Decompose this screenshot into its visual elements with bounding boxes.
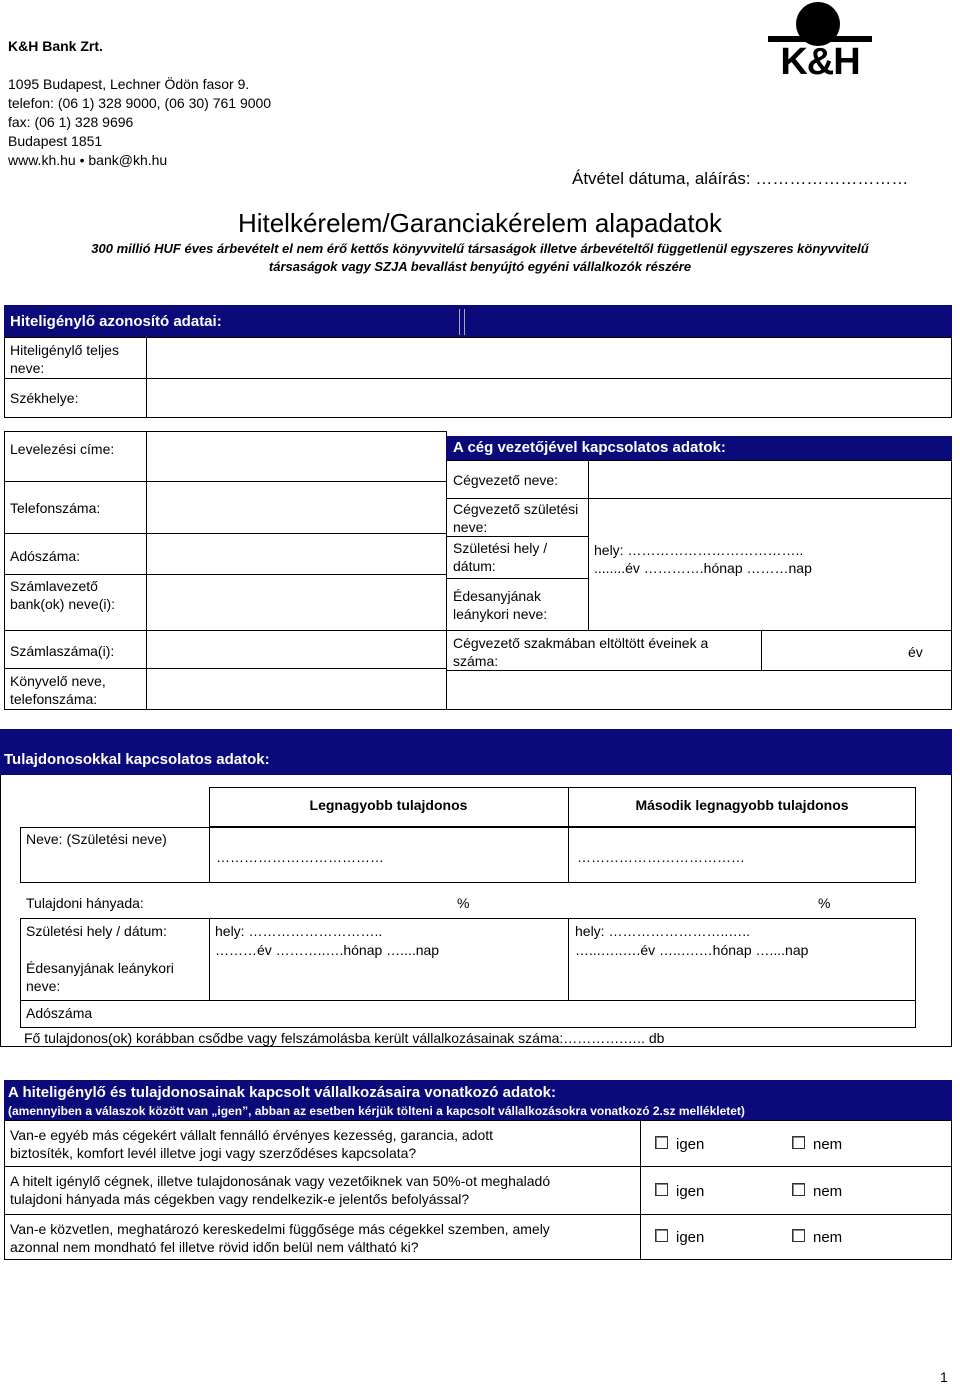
- label-owner-birth: Születési hely / dátum:: [26, 923, 167, 939]
- owners-birth-row-line: [20, 1000, 916, 1001]
- owner2-birth-date: …...…..….év …..….…hónap …....nap: [575, 942, 809, 958]
- related-q2-line1: A hitelt igénylő cégnek, illetve tulajdonosának vagy vezetőiknek van 50%-ot meghaladó: [10, 1173, 551, 1189]
- company-fax: fax: (06 1) 328 9696: [8, 114, 134, 130]
- applicant-header: Hiteligénylő azonosító adatai:: [10, 313, 222, 330]
- owner1-birth-date: ………év ………..….hónap …....nap: [215, 942, 440, 958]
- label-account: Számlaszáma(i):: [10, 643, 115, 659]
- q3-no-label: nem: [813, 1229, 843, 1246]
- related-row-line: [4, 1166, 952, 1167]
- row-line: [4, 533, 447, 534]
- label-manager-mother: Édesanyjának leánykori neve:: [453, 588, 548, 622]
- manager-row-line: [446, 670, 952, 671]
- owners-row-divider: [209, 827, 210, 883]
- label-phone: Telefonszáma:: [10, 500, 101, 516]
- manager-row-line: [446, 630, 952, 631]
- company-name: K&H Bank Zrt.: [8, 38, 103, 54]
- form-subtitle-2: társaságok vagy SZJA bevallást benyújtó egyéni vállalkozók részére: [268, 259, 692, 274]
- manager-header: A cég vezetőjével kapcsolatos adatok:: [453, 439, 726, 456]
- related-header: A hiteligénylő és tulajdonosainak kapcsolt vállalkozásaira vonatkozó adatok:: [8, 1084, 556, 1101]
- q1-no-label: nem: [813, 1136, 843, 1153]
- label-manager-birth-name: Cégvezető születési neve:: [453, 501, 579, 535]
- q3-yes-checkbox[interactable]: [655, 1229, 668, 1242]
- row-line: [4, 668, 447, 669]
- label-accountant: Könyvelő neve, telefonszáma:: [10, 673, 106, 707]
- owners-bankrupt: Fő tulajdonos(ok) korábban csődbe vagy felszámolásba került vállalkozásainak száma:………….….. db: [24, 1030, 665, 1046]
- owner2-percent: %: [818, 895, 831, 911]
- q2-yes-checkbox[interactable]: [655, 1183, 668, 1196]
- q2-no-checkbox[interactable]: [792, 1183, 805, 1196]
- q1-no-checkbox[interactable]: [792, 1136, 805, 1149]
- label-full-name: Hiteligénylő teljes neve:: [10, 342, 119, 376]
- row-line: [4, 481, 447, 482]
- applicant-seat-box: [4, 378, 952, 418]
- owners-birth-divider: [209, 918, 210, 1000]
- related-q3-line1: Van-e közvetlen, meghatározó kereskedelmi függősége más cégekkel szemben, amely: [10, 1221, 550, 1237]
- q2-no-label: nem: [813, 1183, 843, 1200]
- owner2-name-dots: ………………………………: [577, 849, 745, 865]
- company-address: 1095 Budapest, Lechner Ödön fasor 9.: [8, 76, 250, 92]
- related-header-band: [4, 1080, 952, 1120]
- company-web: www.kh.hu • bank@kh.hu: [8, 152, 168, 168]
- owners-header-band: [0, 729, 952, 775]
- owner2-birth-place: hely: ……………………..…..: [575, 923, 751, 939]
- owners-birth-divider: [568, 918, 569, 1000]
- header-divider: [459, 309, 460, 335]
- header-divider: [464, 309, 465, 335]
- owner1-percent: %: [457, 895, 470, 911]
- manager-birth-place: hely: ………………………………..: [594, 542, 804, 558]
- q2-yes-label: igen: [676, 1183, 705, 1200]
- q1-yes-checkbox[interactable]: [655, 1136, 668, 1149]
- q3-yes-label: igen: [676, 1229, 705, 1246]
- receipt-line: Átvétel dátuma, aláírás: ………………………: [572, 169, 909, 188]
- q1-yes-label: igen: [676, 1136, 705, 1153]
- owner1-name-dots: ………………………………: [216, 849, 384, 865]
- q3-no-checkbox[interactable]: [792, 1229, 805, 1242]
- label-owner-tax: Adószáma: [26, 1005, 93, 1021]
- manager-years-unit: év: [908, 644, 923, 660]
- label-manager-years: Cégvezető szakmában eltöltött éveinek a száma:: [453, 635, 709, 669]
- company-phone: telefon: (06 1) 328 9000, (06 30) 761 9000: [8, 95, 272, 111]
- label-tax-no: Adószáma:: [10, 548, 81, 564]
- related-q1-line2: biztosíték, komfort levél illetve jogi vagy szerződéses kapcsolata?: [10, 1145, 417, 1161]
- related-row-line: [4, 1214, 952, 1215]
- company-po: Budapest 1851: [8, 133, 103, 149]
- label-owner-name: Neve: (Születési neve): [26, 831, 167, 847]
- label-manager-name: Cégvezető neve:: [453, 472, 559, 488]
- owners-col2: Második legnagyobb tulajdonos: [635, 797, 849, 813]
- owners-col1: Legnagyobb tulajdonos: [309, 797, 468, 813]
- related-q2-line2: tulajdoni hányada más cégekben vagy rendelkezik-e jelentős befolyással?: [10, 1191, 470, 1207]
- form-title: Hitelkérelem/Garanciakérelem alapadatok: [237, 208, 723, 238]
- applicant-header-band: [4, 305, 952, 337]
- manager-birth-date: ........év ………….hónap ………nap: [594, 560, 812, 576]
- related-q3-line2: azonnal nem mondható fel illetve rövid időn belül nem váltható ki?: [10, 1239, 419, 1255]
- label-seat: Székhelye:: [10, 390, 79, 406]
- label-bank: Számlavezető bank(ok) neve(i):: [10, 578, 116, 612]
- page-number: 1: [940, 1369, 948, 1385]
- label-owner-share: Tulajdoni hányada:: [26, 895, 144, 911]
- label-mail-address: Levelezési címe:: [10, 441, 115, 457]
- manager-row-line: [446, 536, 588, 537]
- manager-divider: [588, 460, 589, 630]
- related-subheader: (amennyiben a válaszok között van „igen”, abban az esetben kérjük tölteni a kapcsolt vállalkozásokra vonatkozó 2.sz mellékletet): [8, 1104, 745, 1118]
- label-manager-birth: Születési hely / dátum:: [453, 540, 548, 574]
- kh-logo: [768, 2, 872, 82]
- related-q1-line1: Van-e egyéb más cégekért vállalt fennálló érvényes kezesség, garancia, adott: [10, 1127, 494, 1143]
- logo-text: K&H: [780, 41, 860, 83]
- manager-row-line: [446, 498, 952, 499]
- owner1-birth-place: hely: ………………………..: [215, 923, 383, 939]
- row-line: [4, 630, 447, 631]
- manager-header-band: [446, 436, 952, 460]
- related-divider: [640, 1120, 641, 1260]
- manager-row-line: [446, 578, 588, 579]
- row-line: [4, 574, 447, 575]
- form-subtitle-1: 300 millió HUF éves árbevételt el nem érő kettős könyvvitelű társaságok illetve árbevételtől függetlenül egyszeres könyvvitelű: [91, 241, 869, 256]
- owners-header: Tulajdonosokkal kapcsolatos adatok:: [4, 751, 270, 768]
- manager-divider: [761, 630, 762, 670]
- label-owner-mother: Édesanyjának leánykori neve:: [26, 960, 174, 994]
